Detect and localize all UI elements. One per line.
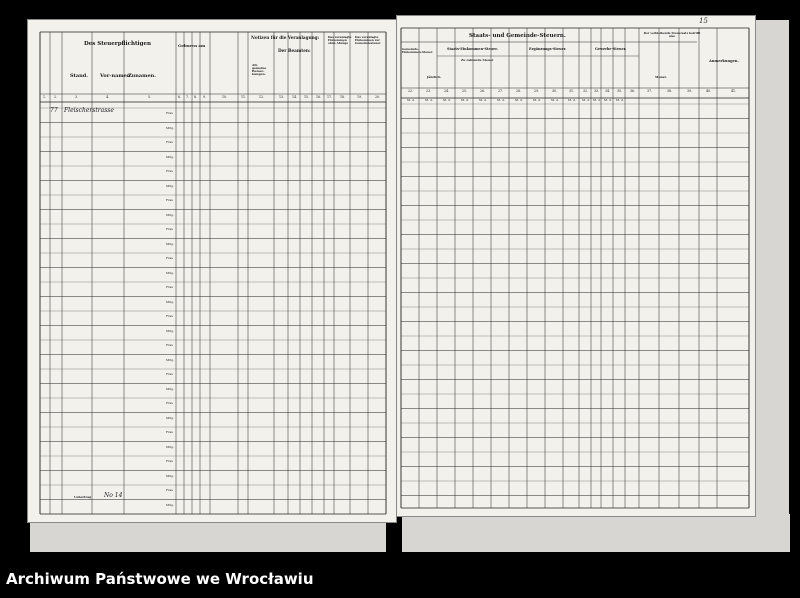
left-ledger-page (28, 20, 396, 522)
unit-mark: M. d. (551, 98, 559, 102)
column-number: 27. (498, 89, 504, 93)
column-number: 28. (516, 89, 522, 93)
row-label: Mitg. (166, 473, 175, 478)
column-number: 41. (731, 89, 737, 93)
unit-mark: M. d. (497, 98, 505, 102)
row-label: Frau (166, 198, 174, 202)
column-number: 26. (480, 89, 486, 93)
column-number: 12. (259, 95, 265, 99)
row-label: Frau (166, 343, 174, 347)
header-gewerbe: Gewerbe-Steuer. (595, 47, 627, 51)
column-number: 15. (304, 95, 310, 99)
column-number: 16. (316, 95, 322, 99)
right-ledger-page (397, 16, 755, 516)
column-number: 39. (687, 89, 693, 93)
row-label: Mitg. (166, 357, 175, 362)
column-number: 10. (222, 95, 228, 99)
row-label: Mitg. (166, 241, 175, 246)
header-zunamen: Zunamen. (128, 73, 157, 79)
entry-name: Fleischerstrasse (64, 107, 114, 114)
header-staats-gemeinde: Staats- und Gemeinde-Steuern. (469, 33, 566, 39)
unit-mark: M. d. (616, 98, 624, 102)
row-label: Frau (166, 430, 174, 434)
header-gemeinde-einkommen: Gemeinde-Einkommen-Steuer. (402, 47, 434, 54)
header-jahrlich: Jährlich. (427, 75, 442, 79)
footer-uebertrag-label: Uebertrag (74, 495, 92, 499)
header-vornamen: Vor-namen. (100, 73, 133, 79)
under-page-left (30, 520, 386, 552)
column-number: 3. (75, 95, 79, 99)
column-number: 38. (667, 89, 673, 93)
column-number: 23. (426, 89, 432, 93)
row-label: Frau (166, 111, 174, 115)
header-stand: Stand. (70, 73, 89, 79)
unit-mark: M. d. (582, 98, 590, 102)
column-number: 22. (408, 89, 414, 93)
column-number: 33. (594, 89, 600, 93)
header-zu-zahlende: Zu zahlende Steuer (461, 58, 494, 62)
column-number: 9. (203, 95, 207, 99)
header-einkommen-gemeinde: Das veranlagte Einkommen zur Gemeindesteuer (355, 35, 381, 45)
row-label: Mitg. (166, 444, 175, 449)
column-number: 20. (375, 95, 381, 99)
row-label: Mitg. (166, 502, 175, 507)
right-ledger-grid (397, 16, 755, 516)
row-label: Frau (166, 227, 174, 231)
column-number: 7. (186, 95, 190, 99)
unit-mark: M. d. (425, 98, 433, 102)
row-label: Mitg. (166, 299, 175, 304)
unit-mark: M. d. (479, 98, 487, 102)
row-label: Mitg. (166, 386, 175, 391)
column-number: 13. (279, 95, 285, 99)
row-label: Frau (166, 256, 174, 260)
column-number: 32. (583, 89, 589, 93)
under-page-right-edge (755, 20, 789, 516)
row-label: Frau (166, 140, 174, 144)
under-page-right (402, 514, 790, 552)
column-number: 14. (292, 95, 298, 99)
column-number: 1. (43, 95, 47, 99)
column-number: 37. (647, 89, 653, 93)
row-label: Frau (166, 401, 174, 405)
column-number: 8. (194, 95, 198, 99)
column-number: 19. (357, 95, 363, 99)
header-verbleibende: Der verbleibende Steuersatz betrifft also (643, 31, 701, 38)
row-label: Mitg. (166, 125, 175, 130)
row-label: Mitg. (166, 154, 175, 159)
column-number: 34. (605, 89, 611, 93)
footer-uebertrag-value: No 14 (104, 492, 123, 499)
column-number: 40. (706, 89, 712, 93)
unit-mark: M. d. (515, 98, 523, 102)
entry-number: 77 (50, 107, 58, 114)
unit-mark: M. d. (568, 98, 576, 102)
column-number: 4. (106, 95, 110, 99)
row-label: Mitg. (166, 270, 175, 275)
unit-mark: M. d. (593, 98, 601, 102)
header-geboren: Geboren am (178, 43, 206, 48)
header-steuerpflichtigen: Des Steuerpflichtigen (84, 41, 151, 47)
column-number: 24. (444, 89, 450, 93)
column-number: 35. (617, 89, 623, 93)
unit-mark: M. d. (533, 98, 541, 102)
header-einkommen-abzuge: Das veranlagte Einkommen ohne Abzüge (328, 35, 352, 45)
row-label: Frau (166, 285, 174, 289)
row-label: Mitg. (166, 328, 175, 333)
column-number: 25. (462, 89, 468, 93)
column-number: 17. (327, 95, 333, 99)
header-staats-einkommen: Staats-Einkommen-Steuer. (447, 47, 498, 51)
row-label: Frau (166, 314, 174, 318)
header-anmerkungen: Anmerkungen. (709, 59, 739, 63)
row-label: Frau (166, 372, 174, 376)
column-number: 29. (534, 89, 540, 93)
unit-mark: M. d. (461, 98, 469, 102)
row-label: Mitg. (166, 212, 175, 217)
column-number: 30. (552, 89, 558, 93)
column-number: 31. (569, 89, 575, 93)
column-number: 2. (54, 95, 58, 99)
column-number: 36. (630, 89, 636, 93)
header-allgemeine: All-gemeine Bemer-kungen. (252, 63, 267, 76)
row-label: Frau (166, 169, 174, 173)
row-label: Frau (166, 488, 174, 492)
column-number: 11. (241, 95, 247, 99)
column-number: 5. (148, 95, 152, 99)
row-label: Mitg. (166, 415, 175, 420)
unit-mark: M. d. (604, 98, 612, 102)
header-der-beamten: Der Beamten: (278, 48, 311, 53)
row-label: Frau (166, 459, 174, 463)
header-monat: Monat. (655, 75, 667, 79)
header-erganzung: Ergänzungs-Steuer. (529, 47, 567, 51)
archive-name: Archiwum Państwowe we Wrocławiu (6, 570, 314, 588)
page-number: 15 (699, 17, 708, 25)
unit-mark: M. d. (443, 98, 451, 102)
column-number: 6. (178, 95, 182, 99)
unit-mark: M. d. (407, 98, 415, 102)
row-label: Mitg. (166, 183, 175, 188)
column-number: 18. (340, 95, 346, 99)
header-notizen: Notizen für die Veranlagung: (251, 35, 320, 40)
